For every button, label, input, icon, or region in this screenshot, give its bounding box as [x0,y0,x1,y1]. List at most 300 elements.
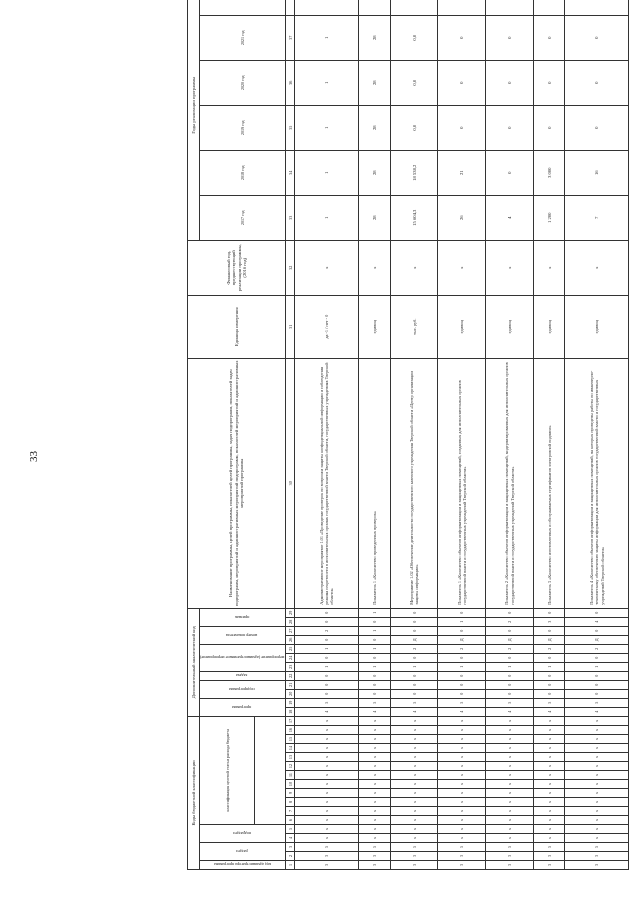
dop-group-header: Дополнительный аналитический код [188,608,200,716]
code-cell: Д [486,635,534,644]
code-cell: х [390,762,438,771]
code-cell: х [486,825,534,834]
code-cell: х [390,825,438,834]
row-year-value: 0 [438,60,486,105]
code-cell: х [390,834,438,843]
row-year-value: 1 [295,60,359,105]
row-year-value: 18 538,2 [390,150,438,195]
code-cell: 1 [390,662,438,671]
row-year-value: 28 [359,195,391,240]
code-cell: 4 [359,707,391,716]
code-cell: 0 [295,689,359,698]
code-cell: 4 [565,707,629,716]
code-cell: 5 [295,698,359,707]
code-cell: х [486,753,534,762]
code-cell: 4 [390,707,438,716]
row-year-value: 1 [295,150,359,195]
row-year-value: 0 [565,105,629,150]
code-cell: 0 [295,671,359,680]
code-cell: х [438,753,486,762]
code-cell: 3 [565,861,629,870]
code-cell: 2 [438,644,486,653]
column-number-cell: 2 [286,852,295,861]
program-header [199,698,285,716]
column-number-cell: 24 [286,653,295,662]
name-header: Наименование программы, целей программы, показателей целей программы, задач подпрограмм, показателей задач подпрограмм, мероприятий и административных мероприятий подпрограмм, показателей мероприятий и административных мероприятий программы [188,358,286,608]
row-year-value: 3 000 [533,150,565,195]
code-cell: х [390,807,438,816]
code-cell: х [295,789,359,798]
row-year-value: 7 [565,195,629,240]
code-cell: х [565,726,629,735]
column-number-cell: 18 [286,707,295,716]
code-cell: 2 [533,644,565,653]
task-label: задача [236,673,248,679]
row-name: Показатель 1 «Количество проведенных проверок» [359,358,391,608]
column-number-cell: 14 [286,744,295,753]
row-fin-year: х [486,240,534,295]
code-cell: х [533,834,565,843]
code-cell: х [359,744,391,753]
row-year-value: 0 [486,105,534,150]
code-cell: х [359,735,391,744]
row-year-value: 0 [438,15,486,60]
code-cell: 2 [390,644,438,653]
code-cell: х [438,789,486,798]
row-unit: тыс. руб. [390,295,438,358]
code-cell: 0 [486,626,534,635]
code-cell: 1 [359,662,391,671]
code-cell: 5 [390,698,438,707]
code-cell: 3 [486,852,534,861]
code-cell: 1 [295,662,359,671]
target-article-subcells [255,716,286,824]
column-number-cell: 36 [286,60,295,105]
row-year-value: 16 [565,150,629,195]
code-cell: 0 [486,689,534,698]
code-cell: 2 [295,626,359,635]
section-label: раздел [236,849,248,854]
row-name: Показатель 3 «Количество изготовленных и обслуживаемых сертификатов электронной подписи» [533,358,565,608]
rotated-sheet [187,30,605,870]
subsection-header [199,825,285,843]
code-cell: 5 [438,698,486,707]
column-number-cell: 21 [286,680,295,689]
year-2020-header: 2020 год [199,60,285,105]
row-year-value: 28 [359,105,391,150]
code-cell: х [565,771,629,780]
column-number-cell: 31 [286,295,295,358]
code-cell: 5 [565,843,629,852]
row-year-value [533,0,565,15]
code-cell: 0 [565,608,629,617]
sign-header [199,608,285,626]
code-cell: 5 [486,843,534,852]
column-number-cell: 37 [286,15,295,60]
row-year-value [486,0,534,15]
code-cell: 3 [390,861,438,870]
column-number-cell: 34 [286,150,295,195]
code-cell: 0 [533,626,565,635]
code-cell: х [565,735,629,744]
code-cell: х [359,771,391,780]
row-fin-year: х [359,240,391,295]
code-cell: 0 [565,689,629,698]
code-cell: Д [438,635,486,644]
row-year-value: 15 604,3 [390,195,438,240]
code-cell: х [295,762,359,771]
code-cell: х [533,726,565,735]
row-fin-year: х [438,240,486,295]
code-cell: 3 [359,861,391,870]
code-cell: х [486,716,534,725]
row-year-value: 0,0 [390,15,438,60]
code-cell: 0 [390,680,438,689]
code-cell: х [438,762,486,771]
year-2019-header: 2019 год [199,105,285,150]
table-row [295,0,359,870]
row-fin-year: х [533,240,565,295]
column-number-cell: 25 [286,644,295,653]
table-row [359,0,391,870]
code-cell: х [295,753,359,762]
years-group-header: Годы реализации программы [188,0,200,240]
row-year-value: 28 [359,60,391,105]
row-year-value: 0 [486,60,534,105]
code-cell: х [533,789,565,798]
code-cell: 5 [359,698,391,707]
row-unit: единиц [359,295,391,358]
subprogram-label: подпрограмма [229,686,255,692]
target-article-header: классификация целевой статьи расхода бюджета [199,716,254,824]
code-cell: 0 [295,608,359,617]
code-cell: Д [533,635,565,644]
row-year-value: 4 [486,195,534,240]
code-cell: х [295,807,359,816]
code-cell: 1 [438,617,486,626]
code-cell: 5 [533,698,565,707]
admin-code-label: код администратора программы [213,862,271,868]
code-cell: х [565,744,629,753]
row-year-value: 0 [533,105,565,150]
code-cell: х [486,789,534,798]
code-cell: 0 [565,653,629,662]
code-cell: х [390,798,438,807]
row-year-value: 0 [565,15,629,60]
code-cell: х [438,807,486,816]
year-2017-header: 2017 год [199,195,285,240]
admin-code-header [199,861,285,870]
code-cell: 0 [359,671,391,680]
row-year-value: 0 [533,60,565,105]
code-cell: Д [565,635,629,644]
column-number-cell: 10 [286,780,295,789]
column-number-cell: 28 [286,617,295,626]
code-cell: х [533,798,565,807]
code-cell: 0 [438,689,486,698]
code-cell: х [438,735,486,744]
code-cell: х [565,798,629,807]
table-row [486,0,534,870]
code-cell: 3 [438,861,486,870]
row-year-value: 0 [438,105,486,150]
row-year-value: 1 200 [533,195,565,240]
code-cell: 0 [295,617,359,626]
code-cell: 4 [295,707,359,716]
code-cell: х [390,716,438,725]
code-cell: х [438,798,486,807]
row-year-value: 28 [359,15,391,60]
code-cell: х [565,816,629,825]
code-cell: 0 [295,680,359,689]
code-cell: 0 [390,653,438,662]
code-cell: х [295,834,359,843]
row-unit: единиц [486,295,534,358]
code-cell: х [390,726,438,735]
code-cell: 0 [533,671,565,680]
code-cell: 5 [438,843,486,852]
code-cell: 0 [486,680,534,689]
code-cell: 3 [438,852,486,861]
code-cell: х [486,780,534,789]
code-cell: 0 [359,680,391,689]
row-year-value: 1 [295,15,359,60]
code-cell: 0 [565,671,629,680]
column-number-cell: 33 [286,195,295,240]
code-cell: 2 [565,644,629,653]
table-row [438,0,486,870]
column-number-cell: 17 [286,716,295,725]
code-cell: 4 [486,707,534,716]
column-number-cell: 23 [286,662,295,671]
column-number-cell: 27 [286,626,295,635]
code-cell: х [438,780,486,789]
code-cell: х [359,816,391,825]
code-cell: х [359,780,391,789]
subprogram-header [199,680,285,698]
sign-label: признак [234,614,250,620]
code-cell: 0 [390,626,438,635]
code-cell: 0 [486,608,534,617]
code-cell: х [438,771,486,780]
column-number-cell: 9 [286,789,295,798]
code-cell: 0 [390,689,438,698]
code-cell: 0 [486,653,534,662]
code-cell: х [486,771,534,780]
code-cell: 0 [438,680,486,689]
row-name: Показатель 1 «Количество объектов информатизации и защищенных помещений, созданных для исполнительных органов государственной власти и государственных учреждений Тверской области» [438,358,486,608]
code-cell: 3 [565,852,629,861]
code-cell: 3 [533,617,565,626]
code-cell: х [390,744,438,753]
column-number-cell: 5 [286,825,295,834]
code-cell: 0 [359,635,391,644]
code-cell: х [565,825,629,834]
code-cell: х [295,816,359,825]
code-cell: х [359,726,391,735]
program-label: программа [232,704,252,710]
column-number-cell: 4 [286,834,295,843]
code-cell: х [486,735,534,744]
row-name: Административное мероприятие 1.01 «Проведение проверок по вопросам защиты конфиденциальной информации и соблюдения режима секретности в исполнительных органах государственной власти Тверской области, государственных учреждениях Тверской области» [295,358,359,608]
code-cell: х [295,798,359,807]
code-cell: 0 [533,680,565,689]
code-cell: х [359,807,391,816]
measure-label: мероприятие (административное мероприятие) [199,655,285,661]
code-cell: х [486,816,534,825]
code-cell: х [565,807,629,816]
row-name: Показатель 2 «Количество объектов информатизации и защищенных помещений, модернизированных для исполнительных органов государственной власти и государственных учреждений Тверской области» [486,358,534,608]
measure-header [199,644,285,671]
code-cell: х [565,753,629,762]
year-2018-header: 2018 год [199,150,285,195]
column-number-cell: 30 [286,358,295,608]
column-number-cell: 6 [286,816,295,825]
fin-year-header: Финансовый год, предшествующий реализации программы, (2016 год) [188,240,286,295]
code-cell: х [359,798,391,807]
code-cell: х [359,762,391,771]
code-cell: 5 [565,698,629,707]
row-year-value [438,0,486,15]
code-cell: 5 [486,698,534,707]
code-cell: 3 [533,852,565,861]
code-cell: 0 [565,626,629,635]
column-number-cell: 16 [286,726,295,735]
table-row [565,0,629,870]
code-cell: 1 [486,662,534,671]
row-name: Показатель 4 «Количество объектов информатизации и защищенных помещений, на которых проведены работы по инженерно-техническому обеспечению защиты информации для исполнительных органов государственной власти и государственных учреждений Тверской области» [565,358,629,608]
code-cell: х [438,834,486,843]
code-cell: х [438,816,486,825]
code-cell: 0 [438,608,486,617]
row-unit: единиц [438,295,486,358]
code-cell: 1 [438,662,486,671]
code-cell: х [390,789,438,798]
code-cell: х [565,762,629,771]
code-cell: 0 [438,626,486,635]
code-cell: 0 [359,653,391,662]
code-cell: 0 [533,689,565,698]
code-cell: х [533,825,565,834]
code-cell: х [438,716,486,725]
column-number-cell: 15 [286,735,295,744]
code-cell: х [533,735,565,744]
code-cell: х [295,726,359,735]
code-cell: х [295,771,359,780]
code-cell: х [565,716,629,725]
code-cell: х [533,780,565,789]
code-cell: 2 [486,617,534,626]
row-year-value: 0 [486,15,534,60]
code-cell: х [438,744,486,753]
code-cell: х [486,744,534,753]
code-cell: х [533,771,565,780]
code-cell: Д [390,635,438,644]
code-cell: х [486,798,534,807]
unit-header: Единица измерения [188,295,286,358]
rotated-table-wrapper [187,30,605,870]
code-cell: 5 [390,843,438,852]
code-cell: 1 [533,662,565,671]
code-cell: х [533,744,565,753]
table-body [295,0,629,870]
code-cell: х [533,753,565,762]
column-number-cell: 1 [286,861,295,870]
code-cell: х [359,834,391,843]
column-number-cell: 19 [286,698,295,707]
row-year-value: 0 [565,60,629,105]
section-header [199,843,285,861]
code-cell: х [390,816,438,825]
row-year-value [359,0,391,15]
code-cell: 0 [359,617,391,626]
code-cell: 3 [390,852,438,861]
code-cell: 0 [486,671,534,680]
code-cell: х [565,789,629,798]
code-cell: х [533,816,565,825]
column-number-cell: 22 [286,671,295,680]
code-cell: 0 [438,653,486,662]
code-cell: 0 [359,689,391,698]
code-cell: х [359,716,391,725]
table-row [533,0,565,870]
row-year-value: 0 [533,15,565,60]
page-number: 33 [28,451,40,462]
code-cell: х [533,807,565,816]
row-year-value: 0,0 [390,105,438,150]
kbk-group-header: Коды бюджетной классификации [188,716,200,869]
code-cell: 3 [359,852,391,861]
column-number-cell: 13 [286,753,295,762]
code-cell: х [438,825,486,834]
code-cell: 5 [295,843,359,852]
row-year-value: 0,0 [390,60,438,105]
row-year-value [390,0,438,15]
column-number-cell: 3 [286,843,295,852]
code-cell: х [486,807,534,816]
row-fin-year: х [390,240,438,295]
code-cell: 5 [359,843,391,852]
code-cell: х [486,726,534,735]
row-year-value [565,0,629,15]
code-cell: 3 [295,852,359,861]
table-row [390,0,438,870]
column-number-cell: 32 [286,240,295,295]
code-cell: х [390,735,438,744]
year-2021-header: 2021 год [199,15,285,60]
code-cell: х [486,834,534,843]
task-header [199,671,285,680]
row-year-value: 26 [438,195,486,240]
header-row-1 [188,0,200,870]
row-unit: единиц [533,295,565,358]
code-cell: 3 [295,861,359,870]
code-cell: х [486,762,534,771]
code-cell: 2 [486,644,534,653]
code-cell: х [390,780,438,789]
column-number-cell [286,0,295,15]
row-name: Мероприятие 1.02 «Обеспечение деятельности государственного казенного учреждения Тверской области «Центр организации защиты информации» [390,358,438,608]
indicator-number-label: номер показателя [226,632,258,638]
code-cell: х [359,753,391,762]
column-number-cell: 12 [286,762,295,771]
code-cell: х [390,771,438,780]
row-fin-year: х [565,240,629,295]
column-number-cell: 11 [286,771,295,780]
code-cell: х [295,735,359,744]
code-cell: х [295,825,359,834]
year-2022-header [199,0,285,15]
